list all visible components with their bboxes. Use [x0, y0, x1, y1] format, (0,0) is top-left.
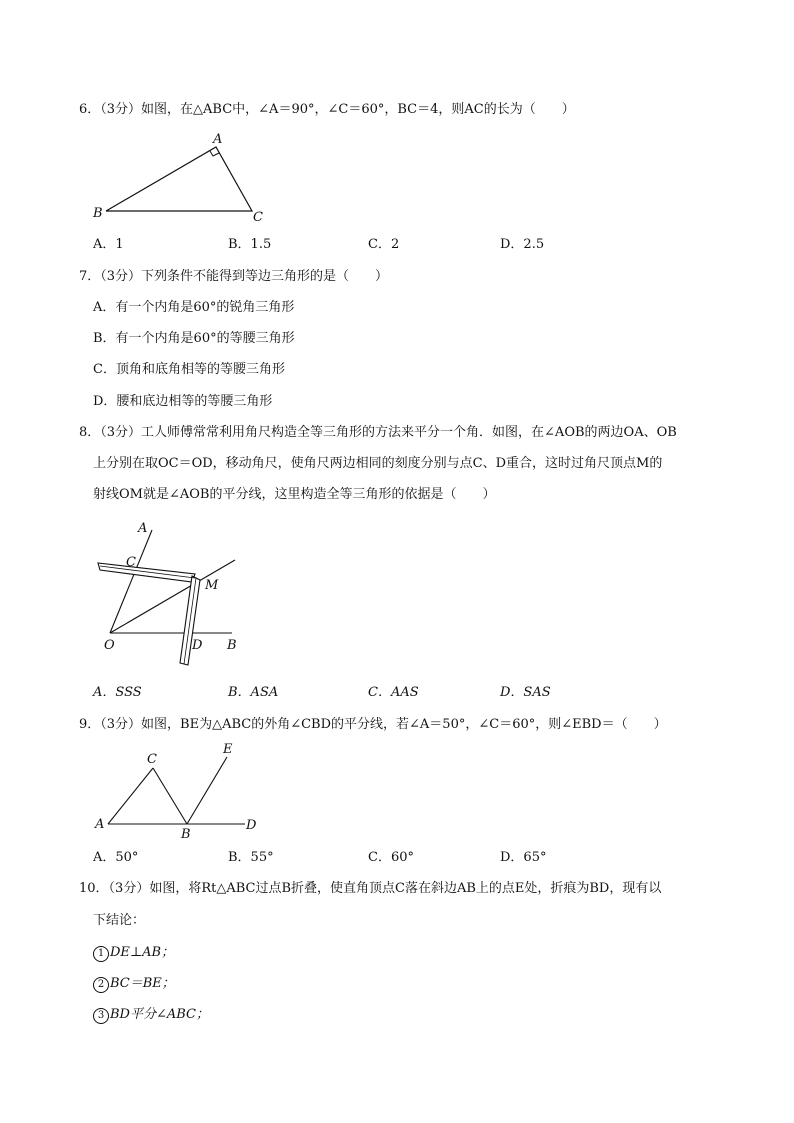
q8-option-d[interactable]: D．SAS — [500, 685, 551, 700]
q9-bisector-BE — [187, 757, 227, 824]
q9-option-b[interactable]: B．55° — [228, 850, 274, 865]
q10-line-2: 下结论： — [93, 913, 146, 928]
q6-option-a[interactable]: A．1 — [93, 237, 124, 252]
q8-label-C: C — [126, 555, 136, 570]
q8-line-1: 8．（3分）工人师傅常常利用角尺构造全等三角形的方法来平分一个角．如图，在∠AOB的两边OA、OB — [79, 425, 677, 440]
q7-option-a[interactable]: A．有一个内角是60°的锐角三角形 — [93, 300, 295, 315]
q8-label-O: O — [104, 638, 115, 653]
q10-line-1: 10．（3分）如图，将Rt△ABC过点B折叠，使直角顶点C落在斜边AB上的点E处，折痕为BD，现有以 — [79, 881, 662, 896]
q6-label-B: B — [93, 206, 103, 221]
q10-conclusion-2-mark: 2 — [93, 977, 109, 993]
q10-conclusion-1-text: DE⊥AB； — [110, 945, 175, 960]
q9-option-c[interactable]: C．60° — [368, 850, 414, 865]
q6-option-b[interactable]: B．1.5 — [228, 237, 272, 252]
q10-conclusion-1 — [93, 944, 174, 962]
q6-option-d[interactable]: D．2.5 — [500, 237, 545, 252]
q9-label-A: A — [95, 817, 105, 832]
q9-label-B: B — [181, 827, 191, 842]
q9-option-d[interactable]: D．65° — [500, 850, 547, 865]
q8-label-M: M — [205, 578, 219, 593]
q9-stem: 9．（3分）如图，BE为△ABC的外角∠CBD的平分线，若∠A＝50°，∠C＝60°，则∠EBD＝（ ） — [79, 717, 667, 732]
q9-label-E: E — [223, 742, 233, 757]
q10-conclusion-2 — [93, 975, 175, 993]
q8-label-B: B — [227, 638, 237, 653]
q10-conclusion-3-text: BD平分∠ABC； — [110, 1007, 209, 1022]
q7-option-b[interactable]: B．有一个内角是60°的等腰三角形 — [93, 331, 295, 346]
q8-option-b[interactable]: B．ASA — [228, 685, 279, 700]
q8-label-A: A — [138, 521, 148, 536]
q8-line-2: 上分别在取OC＝OD，移动角尺，使角尺两边相同的刻度分别与点C、D重合，这时过角尺顶点M的 — [93, 456, 663, 471]
q9-label-C: C — [147, 752, 157, 767]
q10-conclusion-2-text: BC＝BE； — [110, 976, 175, 991]
q6-option-c[interactable]: C．2 — [368, 237, 400, 252]
q10-conclusion-3 — [93, 1006, 209, 1024]
q9-label-D: D — [246, 818, 257, 833]
q7-option-d[interactable]: D．腰和底边相等的等腰三角形 — [93, 394, 273, 409]
q9-side-AC — [108, 768, 153, 824]
q8-option-c[interactable]: C．AAS — [368, 685, 419, 700]
q8-line-3: 射线OM就是∠AOB的平分线，这里构造全等三角形的依据是（ ） — [93, 487, 496, 502]
q10-conclusion-3-mark: 3 — [93, 1008, 109, 1024]
q9-side-CB — [153, 768, 187, 824]
q6-label-A: A — [213, 132, 223, 147]
q7-stem: 7．（3分）下列条件不能得到等边三角形的是（ ） — [79, 269, 389, 284]
q9-option-a[interactable]: A．50° — [93, 850, 139, 865]
q10-conclusion-1-mark: 1 — [93, 946, 109, 962]
q7-option-c[interactable]: C．顶角和底角相等的等腰三角形 — [93, 362, 285, 377]
q8-option-a[interactable]: A．SSS — [93, 685, 142, 700]
q6-label-C: C — [253, 210, 263, 225]
q8-label-D: D — [192, 638, 203, 653]
q6-stem: 6．（3分）如图，在△ABC中，∠A＝90°，∠C＝60°，BC＝4，则AC的长为（ ） — [79, 102, 575, 117]
